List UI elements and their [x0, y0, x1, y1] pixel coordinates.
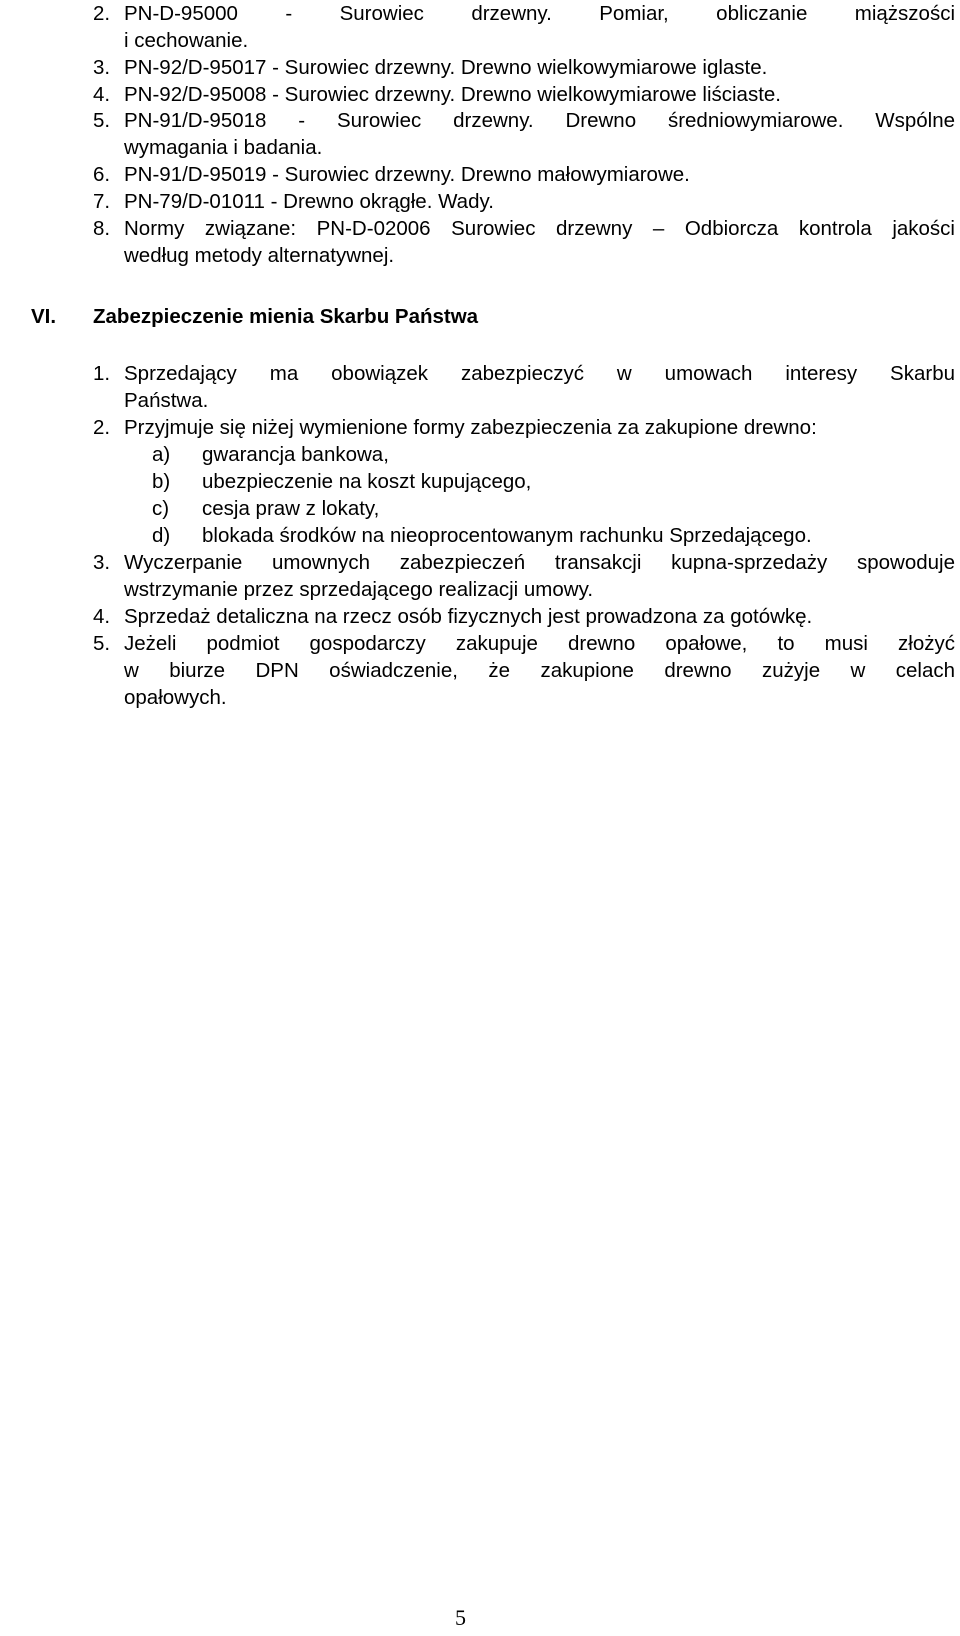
item-text-line: PN-79/D-01011 - Drewno okrągłe. Wady.: [124, 190, 494, 213]
list-item: [93, 54, 955, 81]
list-item: [93, 107, 955, 161]
list-item: [93, 0, 955, 54]
sub-item-text: gwarancja bankowa,: [202, 443, 389, 466]
item-number: 1.: [93, 362, 111, 385]
sub-item-label: d): [152, 524, 171, 547]
item-text-line: wymagania i badania.: [124, 136, 323, 159]
sub-item-label: b): [152, 470, 171, 493]
item-number: 8.: [93, 217, 111, 240]
page-number: 5: [455, 1605, 466, 1630]
list-item: [93, 414, 955, 441]
list-item: [93, 81, 955, 108]
item-number: 4.: [93, 605, 111, 628]
item-text-line: Wyczerpanie umownych zabezpieczeń transakcji kupna-sprzedaży spowoduje: [124, 551, 955, 574]
sub-item-text: blokada środków na nieoprocentowanym rachunku Sprzedającego.: [202, 524, 812, 547]
item-number: 5.: [93, 632, 111, 655]
item-number: 2.: [93, 416, 111, 439]
section-title: Zabezpieczenie mienia Skarbu Państwa: [93, 305, 479, 328]
section-number: VI.: [31, 305, 57, 328]
item-text-line: według metody alternatywnej.: [124, 244, 395, 267]
item-number: 4.: [93, 83, 111, 106]
item-text-line: PN-92/D-95017 - Surowiec drzewny. Drewno wielkowymiarowe iglaste.: [124, 56, 768, 79]
item-text-line: w biurze DPN oświadczenie, że zakupione drewno zużyje w celach: [124, 659, 955, 682]
list-item: [93, 360, 955, 414]
item-number: 3.: [93, 56, 111, 79]
item-text-line: PN-91/D-95018 - Surowiec drzewny. Drewno średniowymiarowe. Wspólne: [124, 109, 955, 132]
sub-item-label: c): [152, 497, 170, 520]
item-number: 6.: [93, 163, 111, 186]
item-text-line: PN-92/D-95008 - Surowiec drzewny. Drewno wielkowymiarowe liściaste.: [124, 83, 781, 106]
item-text-line: PN-91/D-95019 - Surowiec drzewny. Drewno małowymiarowe.: [124, 163, 690, 186]
item-text-line: Sprzedaż detaliczna na rzecz osób fizycznych jest prowadzona za gotówkę.: [124, 605, 813, 628]
item-text-line: i cechowanie.: [124, 29, 249, 52]
list-item: [93, 188, 955, 215]
item-text-line: wstrzymanie przez sprzedającego realizacji umowy.: [124, 578, 594, 601]
item-text-line: Sprzedający ma obowiązek zabezpieczyć w umowach interesy Skarbu: [124, 362, 955, 385]
sub-item-text: cesja praw z lokaty,: [202, 497, 380, 520]
list-item: [93, 549, 955, 603]
item-text-line: Państwa.: [124, 389, 209, 412]
sub-list-item: [152, 468, 531, 495]
item-text-line: Jeżeli podmiot gospodarczy zakupuje drewno opałowe, to musi złożyć: [124, 632, 955, 655]
item-number: 3.: [93, 551, 111, 574]
item-text-line: opałowych.: [124, 686, 227, 709]
list-item: [93, 215, 955, 269]
sub-item-label: a): [152, 443, 171, 466]
item-number: 2.: [93, 2, 111, 25]
item-number: 5.: [93, 109, 111, 132]
item-text-line: PN-D-95000 - Surowiec drzewny. Pomiar, obliczanie miąższości: [124, 2, 955, 25]
list-item: [93, 161, 955, 188]
sub-list-item: [152, 441, 389, 468]
sub-list-item: [152, 522, 812, 549]
sub-list-item: [152, 495, 379, 522]
item-text-line: Normy związane: PN-D-02006 Surowiec drzewny – Odbiorcza kontrola jakości: [124, 217, 955, 240]
list-item: [93, 603, 955, 630]
item-number: 7.: [93, 190, 111, 213]
list-item: [93, 630, 955, 711]
sub-item-text: ubezpieczenie na koszt kupującego,: [202, 470, 532, 493]
item-text-line: Przyjmuje się niżej wymienione formy zabezpieczenia za zakupione drewno:: [124, 416, 817, 439]
